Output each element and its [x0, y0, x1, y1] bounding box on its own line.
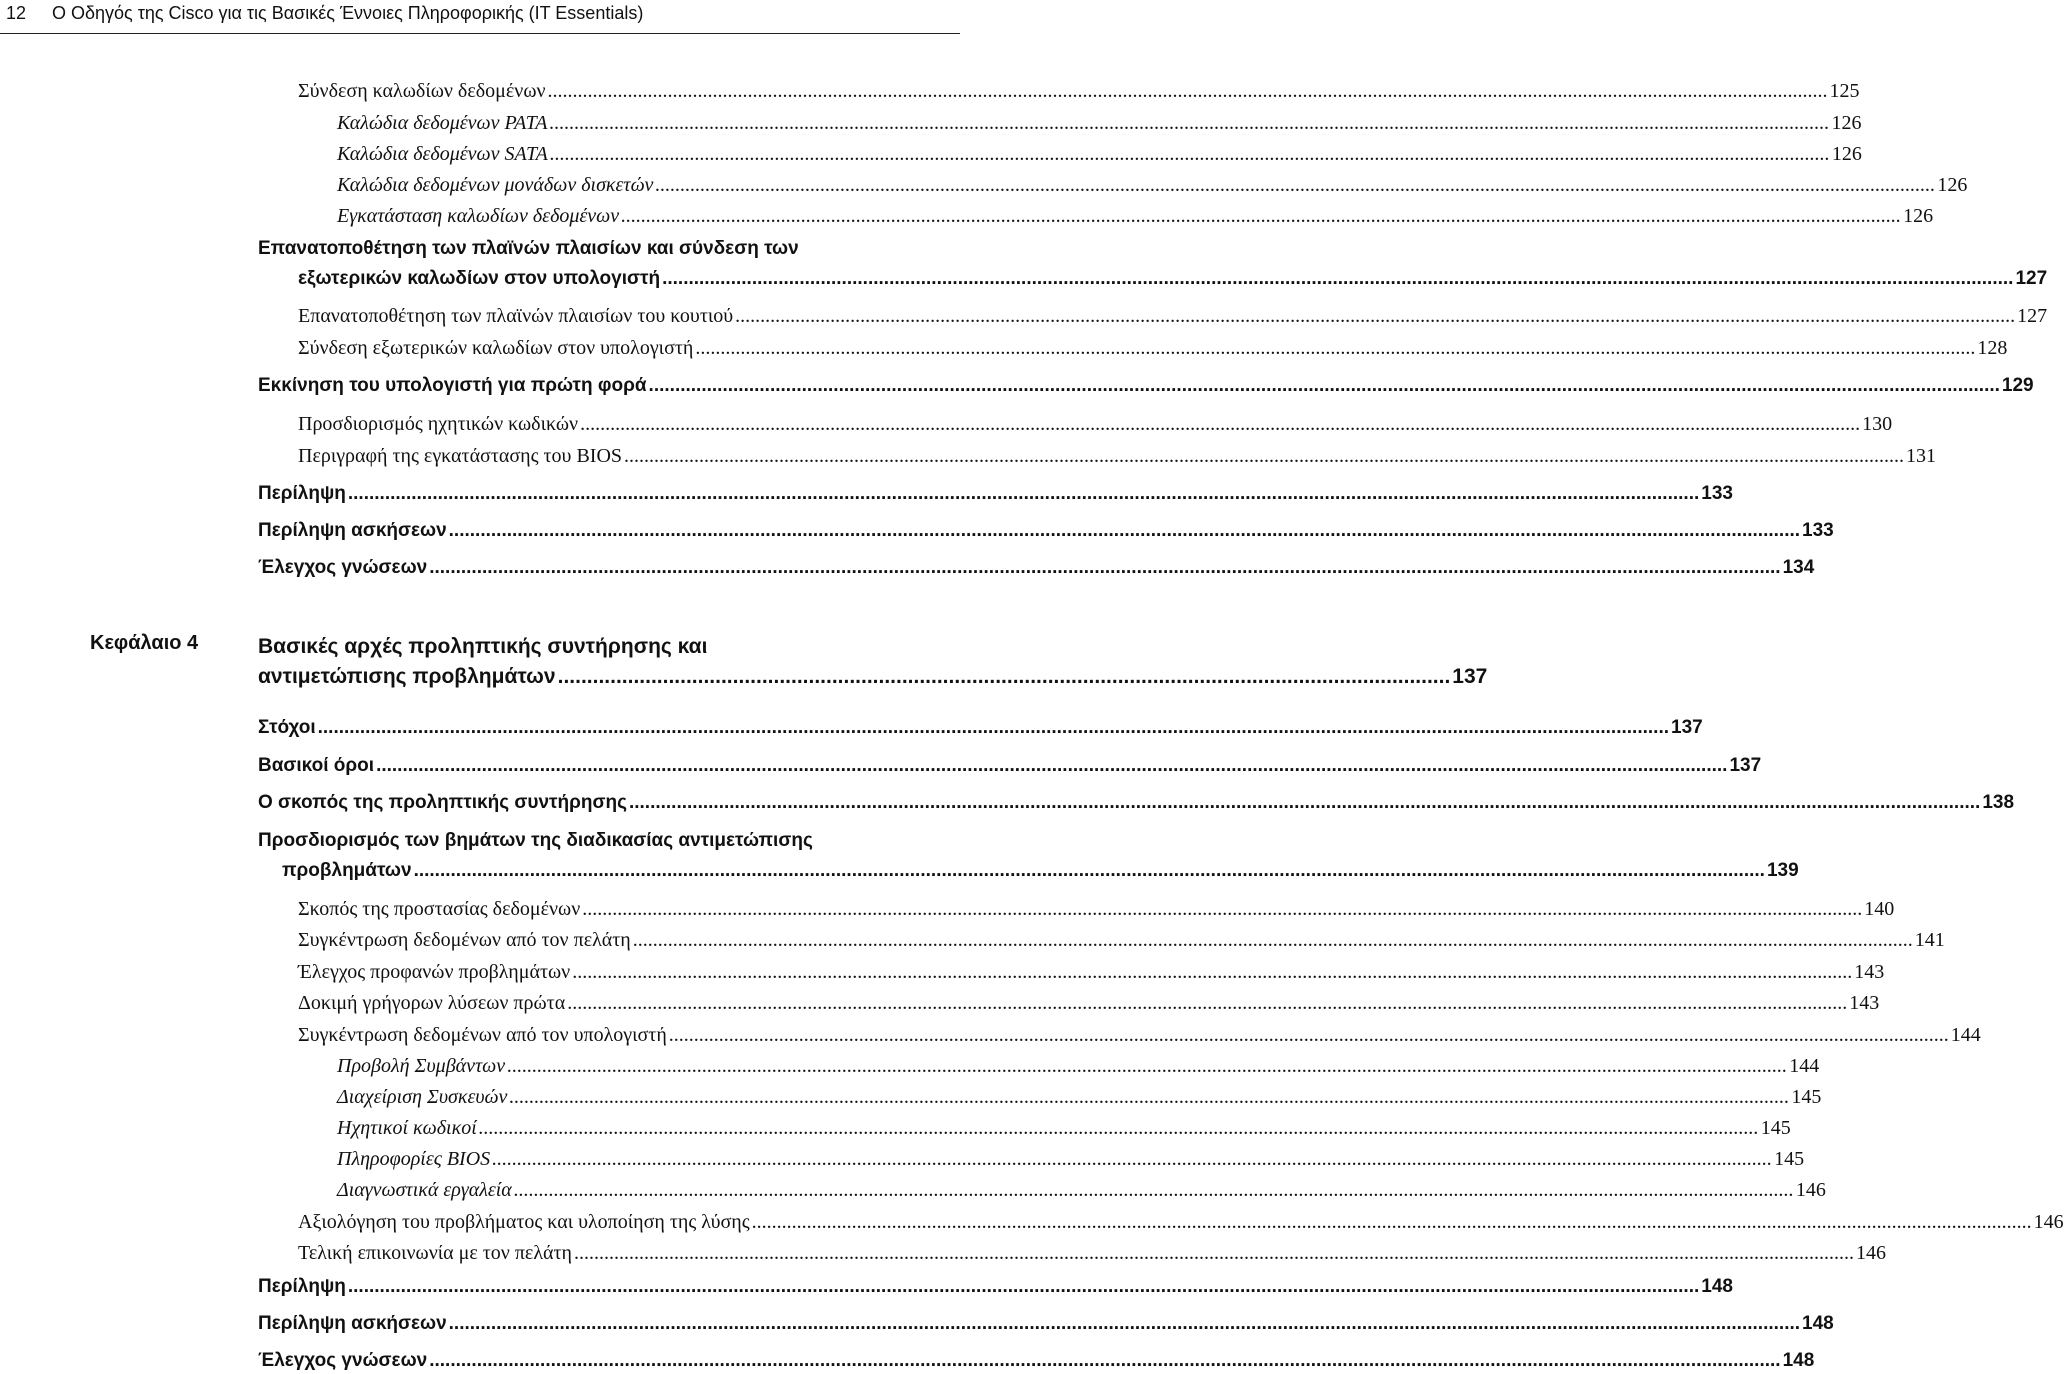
toc-entry: [337, 174, 1968, 197]
toc-leader-dots: [567, 992, 1847, 1015]
toc-entry-text: Επανατοποθέτηση των πλαϊνών πλαισίων του κουτιού: [298, 305, 734, 327]
toc-entry-text: Επανατοποθέτηση των πλαϊνών πλαισίων και σύνδεση των: [258, 238, 799, 259]
toc-entry-text: Περίληψη: [258, 1276, 346, 1297]
toc-entry: [298, 1024, 1981, 1047]
toc-leader-dots: [479, 1117, 1759, 1140]
toc-entry-page: 131: [1906, 445, 1937, 467]
toc-entry-text: Συγκέντρωση δεδομένων από τον υπολογιστή: [298, 1024, 667, 1046]
toc-leader-dots: [509, 1086, 1789, 1109]
toc-entry: [298, 929, 1945, 952]
toc-entry-page: 126: [1937, 174, 1968, 196]
toc-entry: [298, 80, 1860, 103]
toc-entry: [337, 112, 1862, 135]
toc-leader-dots: [514, 1179, 1794, 1202]
toc-entry: [258, 1350, 1815, 1372]
toc-entry-text: Προσδιορισμός των βημάτων της διαδικασίας αντιμετώπισης: [258, 830, 813, 851]
toc-entry-text: Συγκέντρωση δεδομένων από τον πελάτη: [298, 929, 631, 951]
page-number: 12: [6, 3, 27, 23]
toc-entry-page: 127: [2017, 305, 2048, 327]
toc-entry: [282, 860, 1799, 882]
toc-entry-text: εξωτερικών καλωδίων στον υπολογιστή: [298, 268, 661, 289]
toc-entry-text: Σύνδεση εξωτερικών καλωδίων στον υπολογιστή: [298, 337, 694, 359]
chapter-leader: .........................................................................................................................................................: [557, 665, 1451, 688]
toc-leader-dots: [449, 1313, 1800, 1335]
toc-entry: [258, 375, 2034, 397]
toc-entry-text: Περίληψη ασκήσεων: [258, 520, 447, 541]
toc-leader-dots: [655, 174, 1935, 197]
chapter-label: Κεφάλαιο 4: [90, 632, 199, 654]
toc-entry: [258, 483, 1733, 505]
chapter-title-line2-row: [258, 662, 1488, 692]
toc-entry-page: 140: [1864, 898, 1895, 920]
toc-entry: [298, 445, 1937, 468]
toc-entry-text: Καλώδια δεδομένων μονάδων δισκετών: [337, 174, 654, 196]
toc-entry-page: 148: [1782, 1350, 1815, 1371]
toc-entry: [258, 520, 1834, 542]
toc-leader-dots: [549, 112, 1829, 135]
toc-entry-page: 128: [1977, 337, 2008, 359]
toc-leader-dots: [580, 413, 1860, 436]
toc-leader-dots: [669, 1024, 1949, 1047]
toc-leader-dots: [662, 268, 2013, 290]
toc-entry-text: Προσδιορισμός ηχητικών κωδικών: [298, 413, 579, 435]
toc-entry-page: 137: [1671, 717, 1703, 738]
toc-entry: [337, 1148, 1805, 1171]
toc-entry: [258, 1276, 1733, 1298]
toc-entry-page: 146: [1855, 1242, 1886, 1264]
toc-entry-text: Τελική επικοινωνία με τον πελάτη: [298, 1242, 572, 1264]
toc-leader-dots: [550, 143, 1830, 166]
toc-leader-dots: [348, 483, 1699, 505]
toc-entry-page: 146: [1795, 1179, 1826, 1201]
toc-entry-text: Στόχοι: [258, 717, 316, 738]
toc-entry-page: 145: [1774, 1148, 1805, 1170]
chapter-title-line1: Βασικές αρχές προληπτικής συντήρησης και: [258, 635, 708, 658]
toc-entry: [298, 337, 2008, 360]
toc-entry-text: Εγκατάσταση καλωδίων δεδομένων: [337, 205, 620, 227]
toc-entry-text: Έλεγχος γνώσεων: [258, 557, 428, 578]
toc-entry-text: Καλώδια δεδομένων SATA: [337, 143, 548, 165]
toc-leader-dots: [624, 445, 1904, 468]
toc-entry-text: Ηχητικοί κωδικοί: [337, 1117, 477, 1139]
toc-entry: [258, 717, 1703, 739]
toc-leader-dots: [348, 1276, 1699, 1298]
toc-leader-dots: [633, 929, 1913, 952]
toc-entry: [337, 205, 1934, 228]
toc-entry-page: 130: [1862, 413, 1893, 435]
toc-entry: [337, 1179, 1826, 1202]
running-header: [0, 0, 960, 32]
toc-leader-dots: [429, 1350, 1780, 1372]
toc-entry-text: Ο σκοπός της προληπτικής συντήρησης: [258, 792, 627, 813]
toc-entry-page: 141: [1914, 929, 1945, 951]
toc-entry-text: Εκκίνηση του υπολογιστή για πρώτη φορά: [258, 375, 647, 396]
toc-leader-dots: [649, 375, 2000, 397]
toc-leader-dots: [449, 520, 1800, 542]
toc-entry-text: Διαγνωστικά εργαλεία: [337, 1179, 512, 1201]
toc-leader-dots: [574, 1242, 1854, 1265]
toc-leader-dots: [414, 860, 1765, 882]
toc-entry: [337, 1117, 1791, 1140]
toc-leader-dots: [621, 205, 1901, 228]
toc-entry-page: 126: [1831, 112, 1862, 134]
toc-leader-dots: [376, 755, 1727, 777]
toc-entry: [298, 305, 2048, 328]
toc-entry-text: Πληροφορίες BIOS: [337, 1148, 491, 1170]
toc-entry-text: Έλεγχος προφανών προβλημάτων: [298, 961, 571, 983]
toc-entry-page: 146: [2033, 1211, 2064, 1233]
toc-entry-page: 134: [1782, 557, 1815, 578]
toc-entry: [298, 961, 1885, 984]
toc-entry-text: Σύνδεση καλωδίων δεδομένων: [298, 80, 546, 102]
toc-entry: [258, 1313, 1834, 1335]
toc-entry-page: 143: [1849, 992, 1880, 1014]
toc-entry-text: Αξιολόγηση του προβλήματος και υλοποίηση της λύσης: [298, 1211, 750, 1233]
toc-entry: [258, 792, 2015, 814]
toc-entry: [298, 268, 2048, 290]
chapter-title: [258, 632, 1488, 692]
toc-entry-page: 148: [1701, 1276, 1733, 1297]
toc-entry: [258, 557, 1815, 579]
toc-entry-text: Σκοπός της προστασίας δεδομένων: [298, 898, 581, 920]
book-title: Ο Οδηγός της Cisco για τις Βασικές Έννοιες Πληροφορικής (IT Essentials): [52, 3, 644, 23]
toc-entry-text: Περίληψη ασκήσεων: [258, 1313, 447, 1334]
toc-entry-page: 133: [1802, 520, 1834, 541]
toc-leader-dots: [752, 1211, 2032, 1234]
toc-entry-text: Καλώδια δεδομένων PATA: [337, 112, 548, 134]
chapter-title-line2: αντιμετώπισης προβλημάτων: [258, 665, 556, 688]
toc-entry: [337, 1086, 1822, 1109]
toc-leader-dots: [318, 717, 1669, 739]
chapter-page: 137: [1452, 665, 1488, 688]
toc-leader-dots: [429, 557, 1780, 579]
toc-entry-page: 139: [1766, 860, 1799, 881]
toc-leader-dots: [629, 792, 1980, 814]
toc-entry-text: Διαχείριση Συσκευών: [337, 1086, 508, 1108]
toc-entry-page: 133: [1701, 483, 1733, 504]
toc-entry: [298, 413, 1893, 436]
toc-entry-text: προβλημάτων: [282, 860, 412, 881]
toc-entry-page: 145: [1760, 1117, 1791, 1139]
toc-entry: [258, 755, 1762, 777]
toc-entry-page: 138: [1982, 792, 2015, 813]
header-rule: [0, 33, 960, 34]
toc-leader-dots: [735, 305, 2015, 328]
toc-entry-text: Περιγραφή της εγκατάστασης του BIOS: [298, 445, 623, 467]
toc-entry-page: 125: [1829, 80, 1860, 102]
toc-entry: [298, 898, 1895, 921]
toc-entry-page: 148: [1802, 1313, 1834, 1334]
toc-entry-text: Δοκιμή γρήγορων λύσεων πρώτα: [298, 992, 566, 1014]
toc-entry-page: 143: [1854, 961, 1885, 983]
toc-entry-page: 144: [1950, 1024, 1981, 1046]
toc-entry: [337, 1055, 1820, 1078]
toc-entry-text: Βασικοί όροι: [258, 755, 375, 776]
toc-entry-page: 127: [2015, 268, 2048, 289]
toc-leader-dots: [492, 1148, 1772, 1171]
toc-leader-dots: [507, 1055, 1787, 1078]
toc-leader-dots: [548, 80, 1828, 103]
toc-entry: [298, 1211, 2064, 1234]
toc-leader-dots: [582, 898, 1862, 921]
toc-leader-dots: [695, 337, 1975, 360]
toc-entry: [298, 1242, 1886, 1265]
toc-entry-page: 126: [1903, 205, 1934, 227]
toc-entry-text: Προβολή Συμβάντων: [337, 1055, 506, 1077]
toc-entry-text: Περίληψη: [258, 483, 346, 504]
toc-entry-page: 126: [1831, 143, 1862, 165]
toc-entry-page: 129: [2001, 375, 2034, 396]
toc-entry-page: 145: [1791, 1086, 1822, 1108]
toc-entry-page: 144: [1789, 1055, 1820, 1077]
toc-leader-dots: [572, 961, 1852, 984]
toc-entry-text: Έλεγχος γνώσεων: [258, 1350, 428, 1371]
toc-entry-page: 137: [1729, 755, 1762, 776]
toc-entry: [337, 143, 1862, 166]
toc-entry: [298, 992, 1880, 1015]
